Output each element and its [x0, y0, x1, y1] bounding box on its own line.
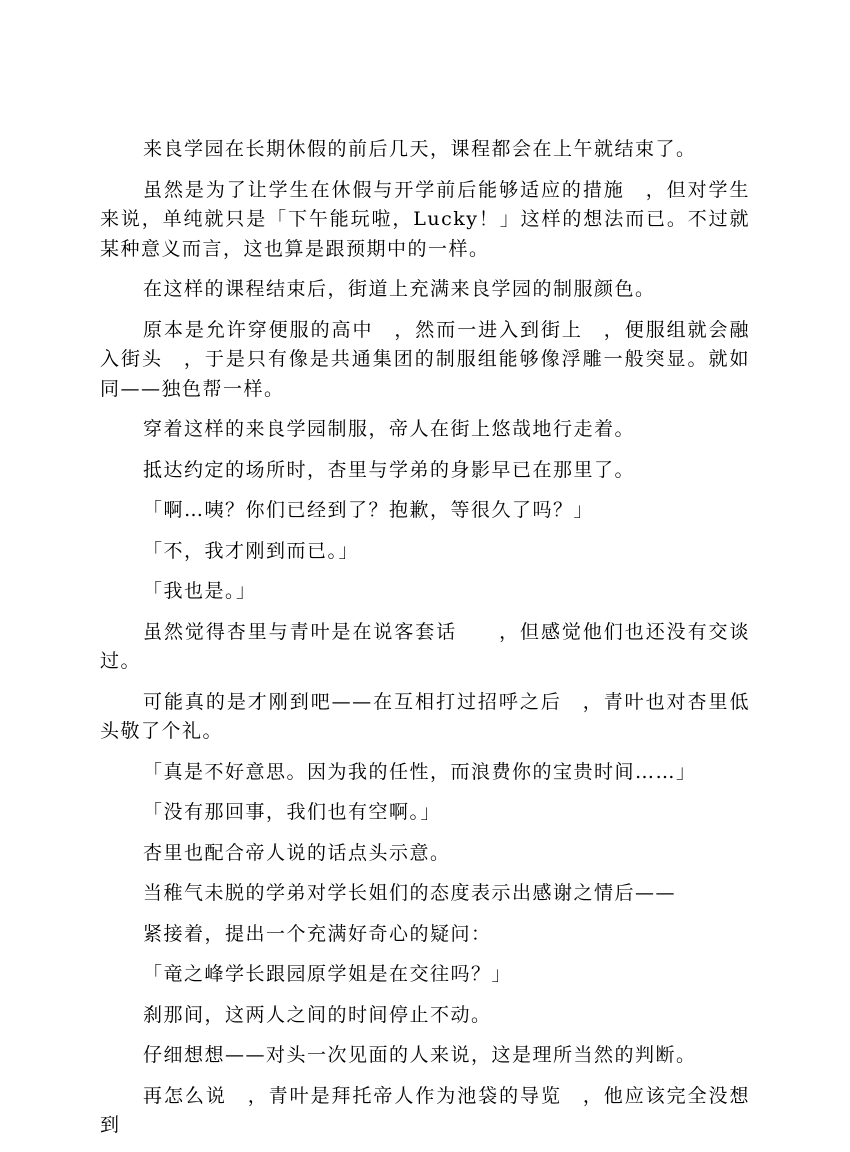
dialogue-line: 「真是不好意思。因为我的任性，而浪费你的宝贵时间……」 [143, 760, 697, 783]
paragraph: 抵达约定的场所时，杏里与学弟的身影早已在那里了。 [143, 458, 636, 481]
paragraph: 来良学园在长期休假的前后几天，课程都会在上午就结束了。 [143, 138, 697, 160]
paragraph: 原本是允许穿便服的高中 ，然而一进入到街上 ，便服组就会融入街头 ，于是只有像是共通集团的制服组能够像浮雕一般突显。就如同——独色帮一样。 [100, 318, 750, 400]
paragraph: 虽然觉得杏里与青叶是在说客套话 ，但感觉他们也还没有交谈过。 [100, 620, 750, 672]
dialogue-line: 「我也是。」 [143, 580, 257, 602]
dialogue-line: 「竜之峰学长跟园原学姐是在交往吗？」 [143, 963, 513, 985]
paragraph: 杏里也配合帝人说的话点头示意。 [143, 841, 451, 864]
paragraph: 仔细想想——对头一次见面的人来说，这是理所当然的判断。 [143, 1044, 697, 1066]
paragraph: 紧接着，提出一个充满好奇心的疑问： [143, 922, 492, 945]
paragraph: 再怎么说 ，青叶是拜托帝人作为池袋的导览 ，他应该完全没想到 [100, 1084, 750, 1136]
paragraph: 刹那间，这两人之间的时间停止不动。 [143, 1003, 492, 1026]
dialogue-line: 「不，我才刚到而已。」 [143, 539, 360, 562]
paragraph: 当稚气未脱的学弟对学长姐们的态度表示出感谢之情后—— [143, 882, 677, 904]
document-page [100, 135, 750, 1152]
dialogue-line: 「啊…咦？你们已经到了？抱歉，等很久了吗？」 [143, 499, 595, 521]
paragraph: 在这样的课程结束后，街道上充满来良学园的制服颜色。 [143, 278, 656, 300]
paragraph: 穿着这样的来良学园制服，帝人在街上悠哉地行走着。 [143, 418, 636, 440]
dialogue-line: 「没有那回事，我们也有空啊。」 [143, 801, 442, 823]
paragraph: 虽然是为了让学生在休假与开学前后能够适应的措施 ，但对学生来说，单纯就只是「下午能玩啦，Lucky！」这样的想法而已。不过就某种意义而言，这也算是跟预期中的一样。 [100, 178, 750, 260]
paragraph: 可能真的是才刚到吧——在互相打过招呼之后 ，青叶也对杏里低头敬了个礼。 [100, 690, 750, 742]
